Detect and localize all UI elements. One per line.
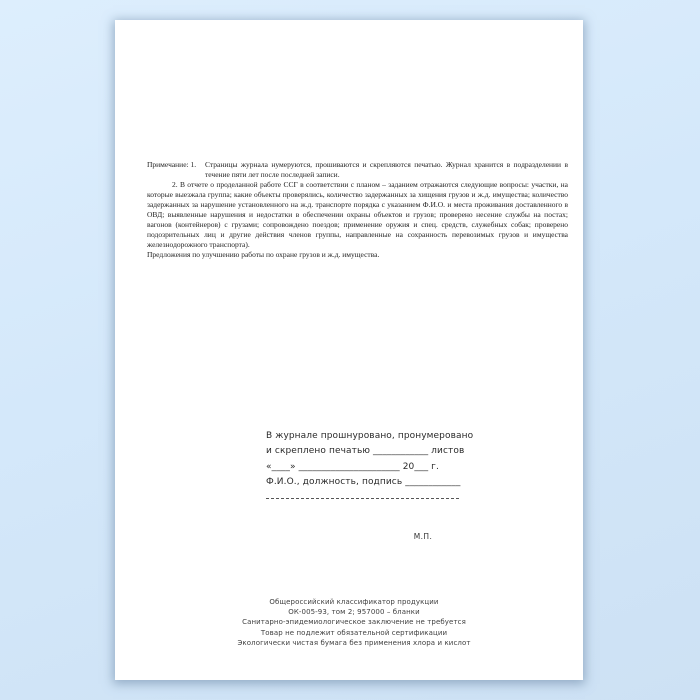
note-item-1 [147, 160, 568, 180]
footer-eco-note: Экологически чистая бумага без применения хлора и кислот [237, 638, 471, 647]
cert-line-numbered: В журнале прошнуровано, пронумеровано [266, 431, 474, 441]
note-item-1-text: Страницы журнала нумеруются, прошиваются и скрепляются печатью. Журнал хранится в подразделении в течение пяти лет после последней записи. [205, 160, 568, 179]
footer-classifier-block [115, 597, 583, 648]
note-item-2: 2. В отчете о проделанной работе ССГ в соответствии с планом – заданием отражаются следующие вопросы: участки, на которые выезжала группа; какие объекты проверялись, количество задержанных за хищения грузов и ж.д. имущества; количество задержанных за нарушение установленного на ж.д. транспорте порядка с указанием Ф.И.О. и места проживания доставленного в ОВД; выявленные нарушения и недостатки в обеспечении охраны объектов и грузов; проверено несение службы на постах; вагонов (контейнеров) с грузами; сопровождено поездов; применение оружия и спец. средств, служебных собак; проверено подозрительных лиц и другие действия членов группы, направленные на сохранность перевозимых грузов и имущества железнодорожного транспорта). [147, 180, 568, 249]
cert-line-signature: Ф.И.О., должность, подпись ____________ [266, 477, 461, 488]
cert-line-date: «____» ______________________ 20___ г. [266, 461, 439, 472]
document-page [115, 20, 583, 680]
footer-sanitary-note: Санитарно-эпидемиологическое заключение не требуется [242, 618, 466, 627]
notes-section [147, 160, 568, 260]
footer-certification-note: Товар не подлежит обязательной сертификации [260, 628, 448, 637]
note-item-3: Предложения по улучшению работы по охране грузов и ж.д. имущества. [147, 250, 380, 259]
signature-dashed-line [266, 498, 459, 499]
certification-block [266, 429, 474, 499]
note-label: Примечание: 1. [147, 160, 197, 169]
footer-classifier-title: Общероссийский классификатор продукции [269, 598, 439, 606]
footer-classifier-code: ОК-005-93, том 2; 957000 – бланки [288, 608, 420, 617]
stamp-mark: М.П. [413, 532, 433, 541]
cert-line-sealed-sheets: и скреплено печатью ____________ листов [266, 446, 465, 457]
